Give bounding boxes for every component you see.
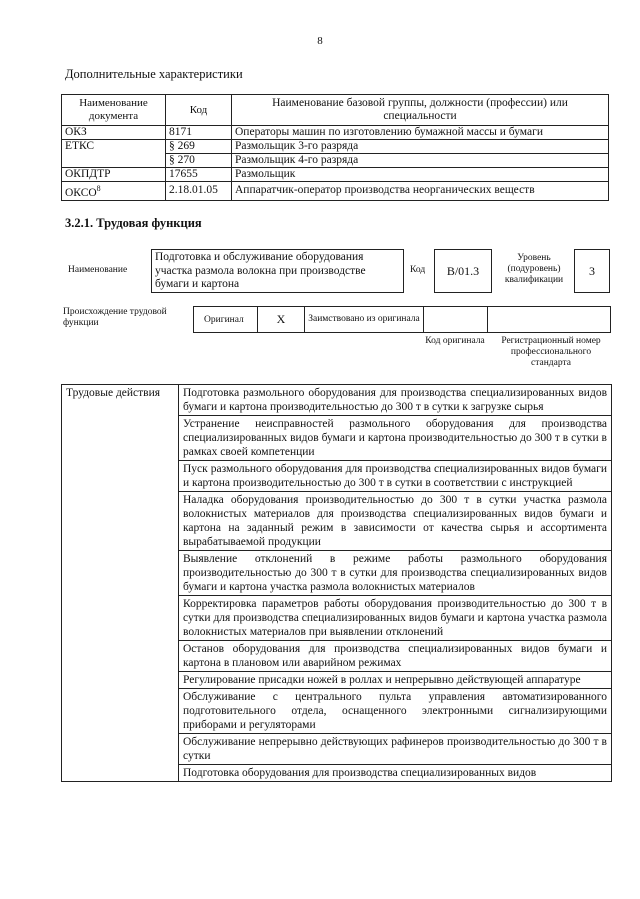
labor-actions [61,384,612,782]
row-name: Аппаратчик-оператор производства неорганических веществ [232,182,609,201]
row-document: ОКЗ [62,126,166,140]
labor-actions-table [61,384,612,782]
borrowed-label: Заимствовано из оригинала [305,307,424,332]
row-document: ЕТКС [62,140,166,154]
table-row [62,140,609,154]
table-row [62,385,612,416]
original-mark: X [258,307,305,332]
classification-header-row [62,95,609,126]
labor-action-item: Пуск размольного оборудования для производства специализированных видов бумаги и картона производительностью до 300 т в сутки в соответствии с инструкцией [179,461,612,492]
okso-label: ОКСО [65,186,97,199]
code-original-caption: Код оригинала [425,336,485,346]
function-name-label: Наименование [68,265,128,275]
labor-actions-heading: Трудовые действия [62,385,179,782]
table-row [62,182,609,201]
labor-action-item: Выявление отклонений в режиме работы размольного оборудования производительностью до 300 т в сутки для производства специализированных видов бумаги и картона участка размола волокнистых материалов [179,551,612,596]
row-code: § 270 [166,154,232,168]
header-group-name: Наименование базовой группы, должности (профессии) или специальности [232,95,609,126]
labor-action-item: Обслуживание непрерывно действующих рафинеров производительностью до 300 т в сутки [179,734,612,765]
code-label: Код [410,265,426,275]
table-row [62,168,609,182]
row-name: Размольщик 4-го разряда [232,154,609,168]
row-document [62,182,166,201]
original-label: Оригинал [194,307,258,332]
labor-action-item: Останов оборудования для производства специализированных видов бумаги и картона в плановом или аварийном режимах [179,641,612,672]
row-code: 17655 [166,168,232,182]
function-name-value: Подготовка и обслуживание оборудования участка размола волокна при производстве бумаги и картона [151,249,404,293]
header-document: Наименование документа [62,95,166,126]
reg-number-cell [488,307,610,332]
row-name: Операторы машин по изготовлению бумажной массы и бумаги [232,126,609,140]
row-name: Размольщик [232,168,609,182]
labor-action-item: Устранение неисправностей размольного оборудования для производства специализированных видов бумаги и картона производительностью до 300 т в сутки в рамках своей компетенции [179,416,612,461]
row-code: 2.18.01.05 [166,182,232,201]
level-value: 3 [574,249,610,293]
code-original-cell [424,307,488,332]
row-code: 8171 [166,126,232,140]
labor-action-item: Подготовка размольного оборудования для производства специализированных видов бумаги и картона производительностью до 300 т в сутки к загрузке сырья [179,385,612,416]
header-code: Код [166,95,232,126]
row-document: ОКПДТР [62,168,166,182]
classification-table [61,94,609,201]
function-heading: 3.2.1. Трудовая функция [65,216,202,230]
labor-action-item: Наладка оборудования производительностью до 300 т в сутки участка размола волокнистых материалов для производства специализированных видов бумаги и картона на заданный режим в зависимости от качества сырья и ассортимента вырабатываемой продукции [179,492,612,551]
labor-action-item: Корректировка параметров работы оборудования производительностью до 300 т в сутки для производства специализированных видов бумаги и картона участка размола волокнистых материалов при выявлении отклонений [179,596,612,641]
origin-label: Происхождение трудовой функции [63,307,167,328]
reg-number-caption: Регистрационный номер профессионального стандарта [501,336,601,368]
row-name: Размольщик 3-го разряда [232,140,609,154]
table-row [62,126,609,140]
page-number: 8 [317,35,323,47]
section-label: Дополнительные характеристики [65,67,243,81]
table-row [62,154,609,168]
row-document [62,154,166,168]
level-label: Уровень (подуровень) квалификации [504,253,564,285]
labor-action-item: Регулирование присадки ножей в роллах и непрерывно действующей аппаратуре [179,672,612,689]
labor-action-item: Подготовка оборудования для производства специализированных видов [179,765,612,782]
row-code: § 269 [166,140,232,154]
labor-action-item: Обслуживание с центрального пульта управления автоматизированного подготовительного отдела, оснащенного электронными сигнализирующими приборами и регуляторами [179,689,612,734]
footnote-marker: 8 [96,184,101,193]
origin-row [193,306,611,333]
code-value: B/01.3 [434,249,492,293]
